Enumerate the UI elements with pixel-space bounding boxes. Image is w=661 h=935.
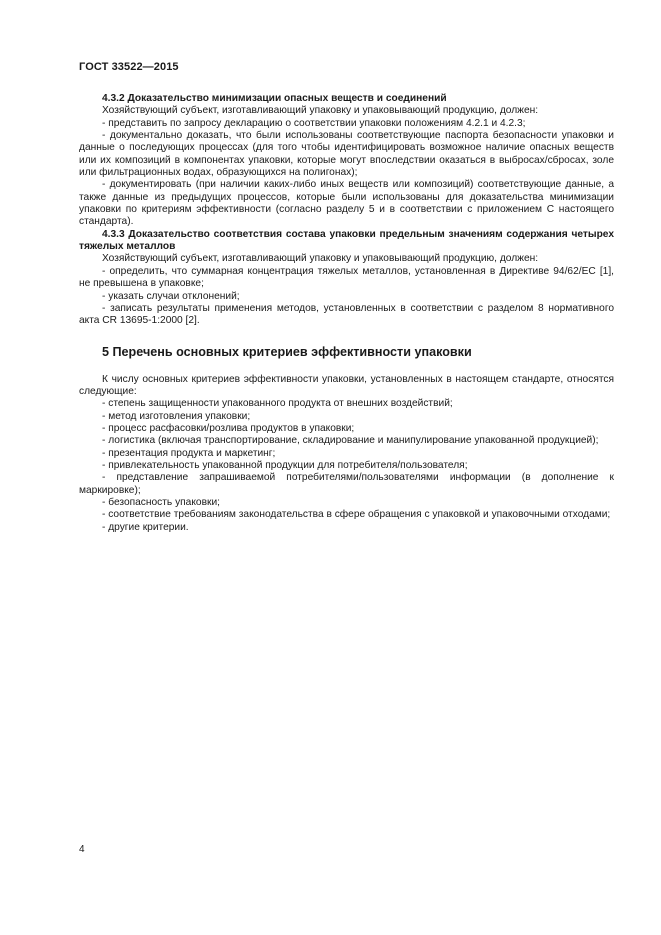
- list-item: - логистика (включая транспортирование, складирование и манипулирование упакованной продукцией);: [102, 435, 599, 447]
- list-item: - определить, что суммарная концентрация тяжелых металлов, установленная в Директиве 94/62/ЕС [1], не превышена в упаковке;: [79, 265, 614, 290]
- list-item: - безопасность упаковки;: [102, 496, 220, 508]
- list-item: - другие критерии.: [102, 521, 189, 533]
- paragraph: Хозяйствующий субъект, изготавливающий упаковку и упаковывающий продукцию, должен:: [102, 105, 539, 117]
- document-header: ГОСТ 33522—2015: [79, 61, 179, 73]
- list-item: - представление запрашиваемой потребителями/пользователями информации (в дополнение к маркировке);: [79, 472, 614, 496]
- list-item: - процесс расфасовки/розлива продуктов в упаковки;: [102, 422, 355, 434]
- list-item: - соответствие требованиям законодательства в сфере обращения с упаковкой и упаковочными отходами;: [102, 509, 611, 521]
- list-item: - привлекательность упакованной продукции для потребителя/пользователя;: [102, 459, 468, 471]
- list-item: - документировать (при наличии каких-либо иных веществ или композиций) соответствующие данные, а также данные из предыдущих процессов, которые были использованы для доказательства минимизации упаковки по критериям эффективности (согласно разделу 5 и в соответствии с приложением С настоящего стандарта).: [79, 179, 614, 228]
- list-item: - степень защищенности упакованного продукта от внешних воздействий;: [102, 398, 453, 410]
- list-item: - презентация продукта и маркетинг;: [102, 447, 276, 459]
- list-item: - записать результаты применения методов, установленных в соответствии с разделом 8 нормативного акта CR 13695-1:2000 [2].: [79, 302, 614, 327]
- paragraph: Хозяйствующий субъект, изготавливающий упаковку и упаковывающий продукцию, должен:: [102, 253, 539, 265]
- list-item: - указать случаи отклонений;: [102, 290, 240, 302]
- document-body: [79, 93, 614, 534]
- list-item: - метод изготовления упаковки;: [102, 410, 251, 422]
- subsection-heading-4-3-2: 4.3.2 Доказательство минимизации опасных веществ и соединений: [102, 93, 447, 104]
- list-item: - документально доказать, что были использованы соответствующие паспорта безопасности упаковки и данные о последующих процессах (для того чтобы идентифицировать возможное наличие опасных веществ или их композиций в компонентах упаковки, которые могут впоследствии оказаться в выбросах/сбросах, золе или фильтрационных водах, образующихся на полигонах);: [79, 130, 614, 179]
- paragraph: К числу основных критериев эффективности упаковки, установленных в настоящем стандарте, относятся следующие:: [79, 373, 614, 397]
- section-heading-5: 5 Перечень основных критериев эффективности упаковки: [102, 344, 472, 359]
- page-number: 4: [79, 844, 85, 855]
- subsection-heading-4-3-3: 4.3.3 Доказательство соответствия состава упаковки предельным значениям содержания четырех тяжелых металлов: [79, 228, 614, 253]
- list-item: - представить по запросу декларацию о соответствии упаковки положениям 4.2.1 и 4.2.3;: [102, 117, 526, 129]
